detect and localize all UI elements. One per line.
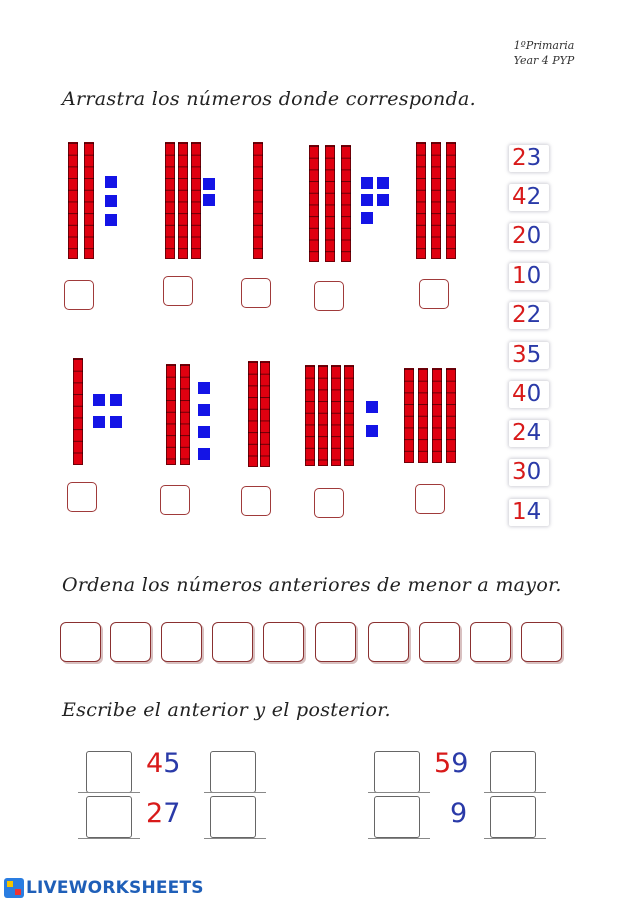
writing-line: [78, 792, 140, 793]
given-number: 27: [146, 798, 181, 829]
instruction-drag: Arrastra los números donde corresponda.: [62, 88, 476, 110]
drop-box-3[interactable]: [241, 278, 271, 308]
writing-line: [484, 792, 546, 793]
order-box-5[interactable]: [263, 622, 304, 662]
ten-rod: [431, 142, 441, 259]
order-box-6[interactable]: [315, 622, 356, 662]
unit-cube: [361, 212, 373, 224]
unit-cube: [93, 394, 105, 406]
writing-line: [368, 792, 430, 793]
liveworksheets-logo[interactable]: [4, 877, 204, 899]
unit-cube: [377, 177, 389, 189]
before-input[interactable]: [86, 751, 132, 793]
instruction-before-after: Escribe el anterior y el posterior.: [62, 699, 391, 721]
unit-cube: [198, 382, 210, 394]
ten-rod: [446, 368, 456, 463]
unit-cube: [198, 448, 210, 460]
unit-cube: [366, 425, 378, 437]
grade-label: [496, 38, 592, 68]
unit-cube: [105, 176, 117, 188]
after-input[interactable]: [210, 796, 256, 838]
drop-box-5[interactable]: [419, 279, 449, 309]
ten-rod: [166, 364, 176, 465]
writing-line: [78, 838, 140, 839]
ten-rod: [68, 142, 78, 259]
unit-cube: [198, 426, 210, 438]
drop-box-8[interactable]: [241, 486, 271, 516]
number-tile[interactable]: 40: [509, 381, 549, 408]
number-tile[interactable]: 30: [509, 459, 549, 486]
order-box-1[interactable]: [60, 622, 101, 662]
after-input[interactable]: [490, 796, 536, 838]
number-tile[interactable]: 10: [509, 263, 549, 290]
unit-cube: [361, 194, 373, 206]
before-input[interactable]: [374, 796, 420, 838]
class-text: Year 4 PYP: [513, 54, 575, 67]
order-box-7[interactable]: [368, 622, 409, 662]
order-box-3[interactable]: [161, 622, 202, 662]
ten-rod: [416, 142, 426, 259]
drop-box-2[interactable]: [163, 276, 193, 306]
drop-box-1[interactable]: [64, 280, 94, 310]
order-box-9[interactable]: [470, 622, 511, 662]
ten-rod: [180, 364, 190, 465]
ten-rod: [84, 142, 94, 259]
unit-cube: [361, 177, 373, 189]
ten-rod: [331, 365, 341, 466]
unit-cube: [198, 404, 210, 416]
drop-box-10[interactable]: [415, 484, 445, 514]
liveworksheets-icon: [4, 878, 24, 898]
ten-rod: [341, 145, 351, 262]
writing-line: [484, 838, 546, 839]
unit-cube: [110, 416, 122, 428]
ten-rod: [253, 142, 263, 259]
unit-cube: [110, 394, 122, 406]
number-tile[interactable]: 22: [509, 302, 549, 329]
ten-rod: [73, 358, 83, 465]
number-tile[interactable]: 14: [509, 499, 549, 526]
number-tile[interactable]: 35: [509, 342, 549, 369]
unit-cube: [93, 416, 105, 428]
drop-box-7[interactable]: [160, 485, 190, 515]
drop-box-6[interactable]: [67, 482, 97, 512]
drop-box-4[interactable]: [314, 281, 344, 311]
number-tile[interactable]: 20: [509, 223, 549, 250]
number-tile[interactable]: 24: [509, 420, 549, 447]
ten-rod: [165, 142, 175, 259]
ten-rod: [344, 365, 354, 466]
order-box-10[interactable]: [521, 622, 562, 662]
number-tile[interactable]: 42: [509, 184, 549, 211]
ten-rod: [418, 368, 428, 463]
given-number: 9: [450, 798, 468, 829]
given-number: 59: [434, 748, 469, 779]
grade-text: 1ºPrimaria: [513, 39, 575, 52]
unit-cube: [203, 194, 215, 206]
after-input[interactable]: [490, 751, 536, 793]
unit-cube: [366, 401, 378, 413]
logo-text: LIVEWORKSHEETS: [26, 878, 204, 898]
ten-rod: [404, 368, 414, 463]
ten-rod: [325, 145, 335, 262]
unit-cube: [203, 178, 215, 190]
writing-line: [368, 838, 430, 839]
ten-rod: [446, 142, 456, 259]
instruction-order: Ordena los números anteriores de menor a mayor.: [62, 574, 562, 596]
order-box-4[interactable]: [212, 622, 253, 662]
ten-rod: [432, 368, 442, 463]
given-number: 45: [146, 748, 181, 779]
ten-rod: [309, 145, 319, 262]
unit-cube: [105, 195, 117, 207]
writing-line: [204, 838, 266, 839]
writing-line: [204, 792, 266, 793]
before-input[interactable]: [86, 796, 132, 838]
order-box-8[interactable]: [419, 622, 460, 662]
before-input[interactable]: [374, 751, 420, 793]
unit-cube: [105, 214, 117, 226]
ten-rod: [318, 365, 328, 466]
ten-rod: [305, 365, 315, 466]
order-box-2[interactable]: [110, 622, 151, 662]
ten-rod: [191, 142, 201, 259]
after-input[interactable]: [210, 751, 256, 793]
number-tile[interactable]: 23: [509, 145, 549, 172]
ten-rod: [248, 361, 258, 467]
drop-box-9[interactable]: [314, 488, 344, 518]
ten-rod: [178, 142, 188, 259]
ten-rod: [260, 361, 270, 467]
unit-cube: [377, 194, 389, 206]
